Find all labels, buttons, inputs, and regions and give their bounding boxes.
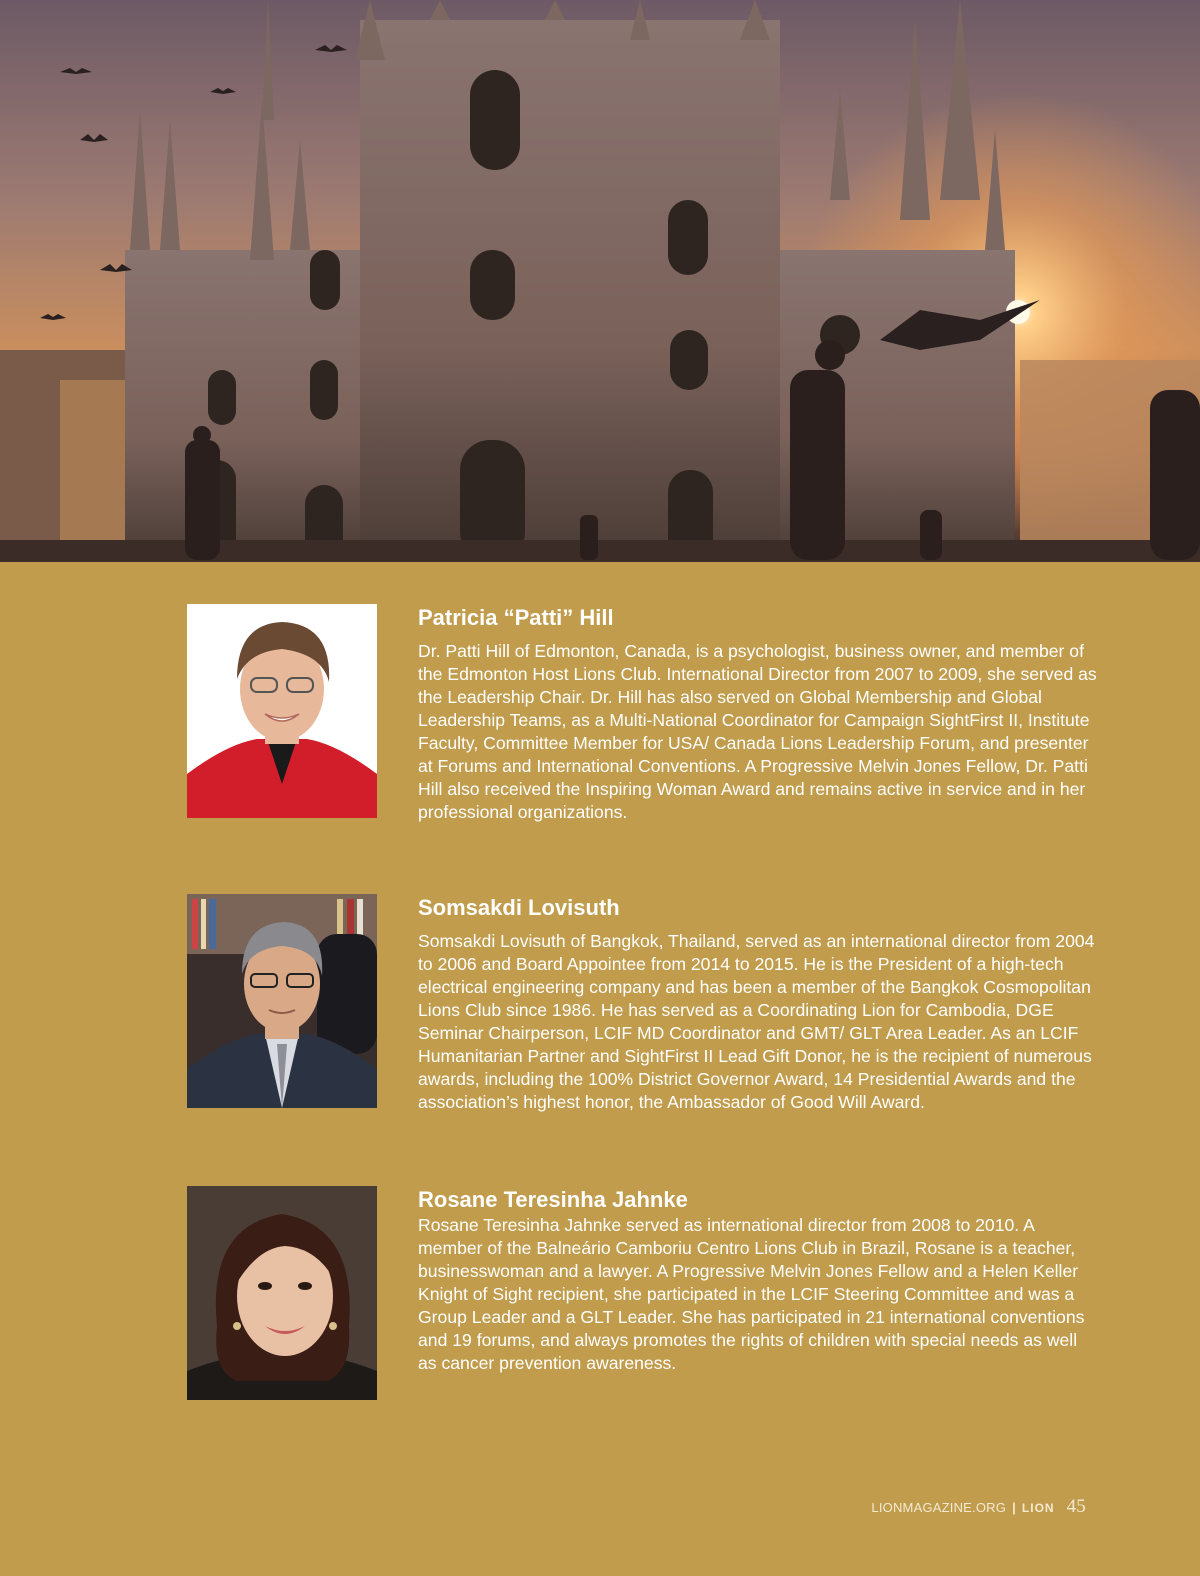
- page-footer: [871, 1496, 1086, 1518]
- portrait-photo: [187, 1186, 377, 1400]
- profile-name: Patricia “Patti” Hill: [418, 605, 614, 630]
- portrait-woman-red-jacket: [187, 604, 377, 818]
- page-number: 45: [1066, 1496, 1086, 1517]
- footer-site: LIONMAGAZINE.ORG: [871, 1500, 1007, 1515]
- portrait-woman-dark-hair: [187, 1186, 377, 1400]
- profile-bio: Dr. Patti Hill of Edmonton, Canada, is a psychologist, business owner, and member of the Edmonton Host Lions Club. International Director from 2007 to 2009, she served as the Leadership Chair. Dr. Hill has also served on Global Membership and Global Leadership Teams, as a Multi-National Coordinator for Campaign SightFirst II, Institute Faculty, Committee Member for USA/ Canada Lions Leadership Forum, and presenter at Forums and International Conventions. A Progressive Melvin Jones Fellow, Dr. Patti Hill also received the Inspiring Woman Award and remains active in service and in her professional organizations.: [418, 641, 1097, 822]
- profile-name: Somsakdi Lovisuth: [418, 895, 620, 920]
- footer-separator: |: [1012, 1500, 1016, 1515]
- portrait-man-suit: [187, 894, 377, 1108]
- profile-name: Rosane Teresinha Jahnke: [418, 1187, 688, 1212]
- profile-bio: Rosane Teresinha Jahnke served as international director from 2008 to 2010. A member of the Balneário Camboriu Centro Lions Club in Brazil, Rosane is a teacher, businesswoman and a lawyer. A Progressive Melvin Jones Fellow and a Helen Keller Knight of Sight recipient, she participated in the LCIF Steering Committee and was a Group Leader and a GLT Leader. She has participated in 21 international conventions and 19 forums, and always promotes the rights of children with special needs as well as cancer prevention awareness.: [418, 1215, 1085, 1373]
- profile-bio: Somsakdi Lovisuth of Bangkok, Thailand, served as an international director from 2004 to 2006 and Board Appointee from 2014 to 2015. He is the President of a high-tech electrical engineering company and has been a member of the Bangkok Cosmopolitan Lions Club since 1986. He has served as a Coordinating Lion for Cambodia, DGE Seminar Chairperson, LCIF MD Coordinator and GMT/ GLT Area Leader. As an LCIF Humanitarian Partner and SightFirst II Lead Gift Donor, he is the recipient of numerous awards, including the 100% District Governor Award, 14 Presidential Awards and the association’s highest honor, the Ambassador of Good Will Award.: [418, 931, 1095, 1112]
- portrait-photo: [187, 894, 377, 1108]
- hero-photo: [0, 0, 1200, 562]
- footer-brand: LION: [1021, 1501, 1055, 1515]
- portrait-photo: [187, 604, 377, 818]
- cathedral-illustration: [0, 0, 1200, 562]
